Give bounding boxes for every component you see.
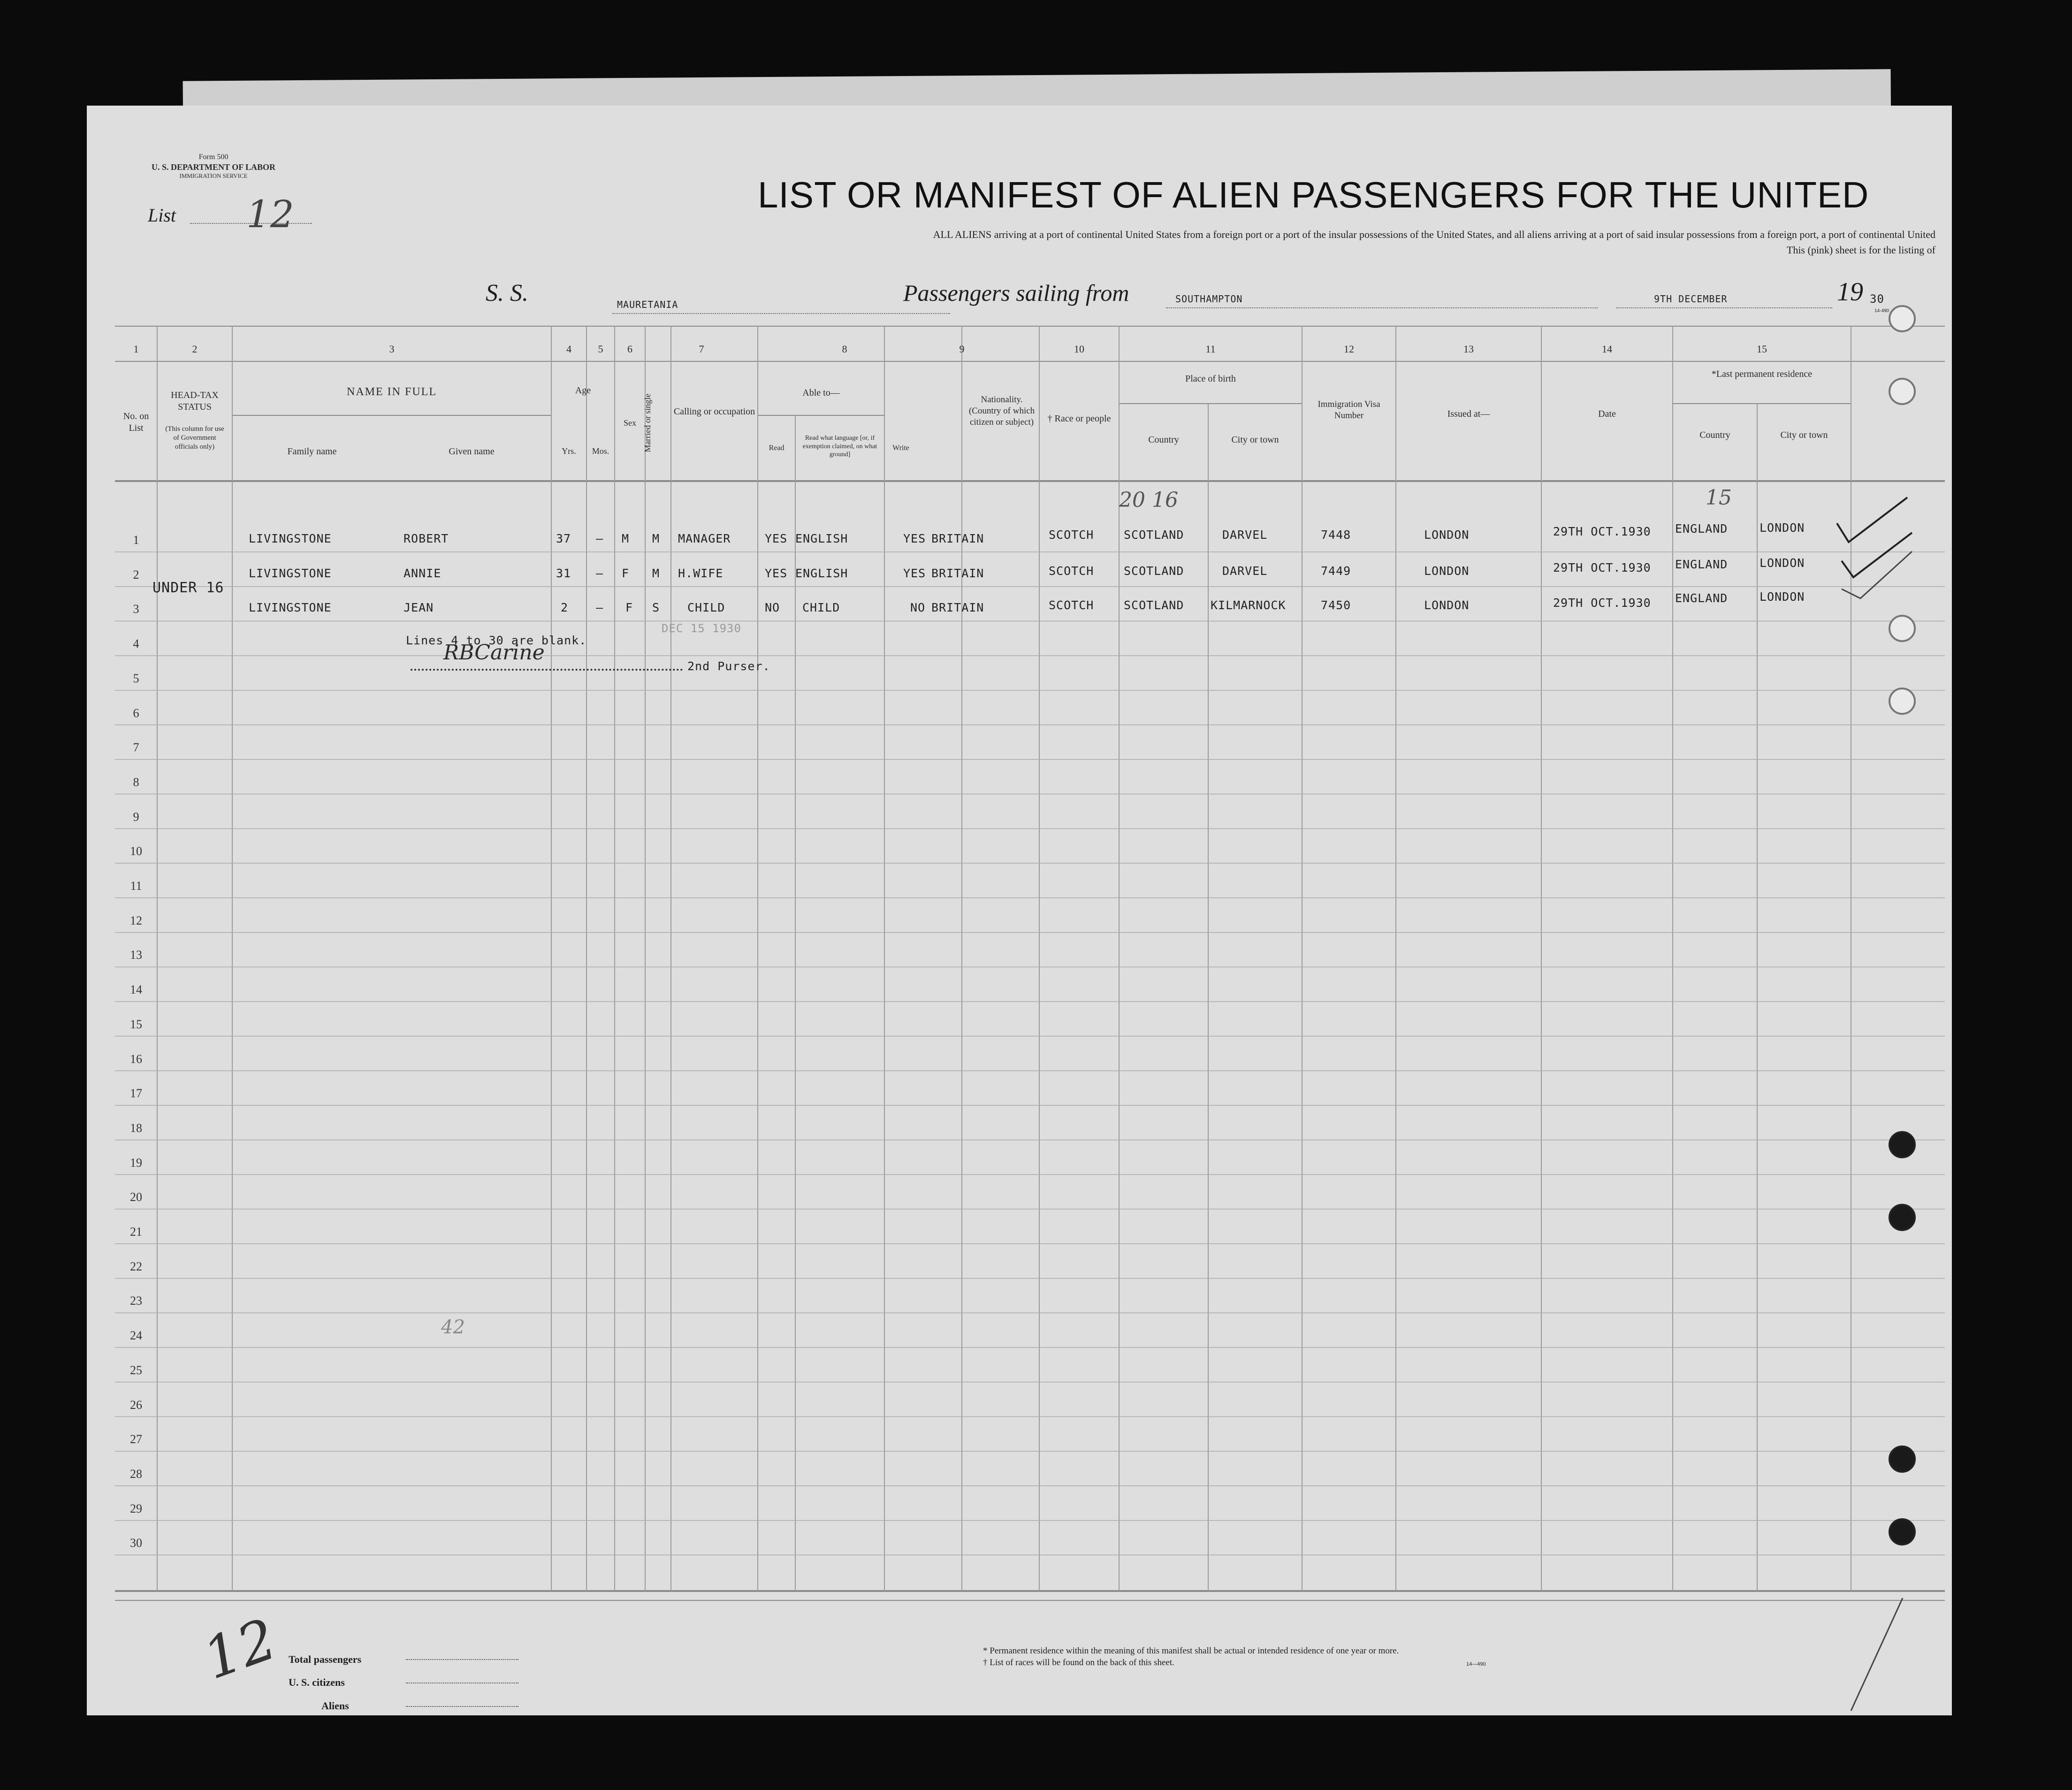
can-write: YES xyxy=(903,566,926,580)
list-number: 12 xyxy=(246,192,294,236)
us-citizens-label: U. S. citizens xyxy=(289,1676,345,1688)
department-name: U. S. DEPARTMENT OF LABOR xyxy=(151,162,276,172)
binder-hole xyxy=(1889,615,1916,642)
residence-country: ENGLAND xyxy=(1675,558,1728,571)
row-number: 11 xyxy=(130,879,142,893)
sailing-label: Passengers sailing from xyxy=(903,280,1129,306)
row-number: 13 xyxy=(130,948,142,962)
header-issued-at: Issued at— xyxy=(1447,409,1490,419)
binder-hole xyxy=(1889,305,1916,332)
header-birth-city: City or town xyxy=(1231,435,1279,445)
header-res-country: Country xyxy=(1699,430,1730,440)
column-number: 2 xyxy=(192,343,198,355)
binder-hole xyxy=(1889,378,1916,405)
marital-status: M xyxy=(652,532,660,545)
age-months: – xyxy=(596,532,604,545)
row-number: 23 xyxy=(130,1294,142,1308)
service-name: IMMIGRATION SERVICE xyxy=(179,172,248,179)
header-place-of-birth: Place of birth xyxy=(1185,374,1236,384)
column-number: 10 xyxy=(1074,343,1084,355)
visa-number: 7449 xyxy=(1321,564,1351,578)
column-number: 5 xyxy=(598,343,603,355)
visa-number: 7450 xyxy=(1321,598,1351,612)
age-years: 2 xyxy=(561,601,569,614)
birth-country: SCOTLAND xyxy=(1124,564,1184,578)
handwritten-note: 42 xyxy=(441,1316,465,1338)
blank-lines-note: Lines 4 to 30 are blank. xyxy=(406,634,587,647)
age-months: – xyxy=(596,566,604,580)
subtitle-line-2: This (pink) sheet is for the listing of xyxy=(1786,244,1935,256)
issued-at: LONDON xyxy=(1424,528,1470,542)
footnote-residence: * Permanent residence within the meaning of this manifest shall be actual or intended residence of one year or more. xyxy=(983,1646,1399,1656)
header-no-on-list: No. on List xyxy=(123,411,149,433)
arrival-stamp: DEC 15 1930 xyxy=(662,622,741,635)
header-mos: Mos. xyxy=(592,446,609,456)
row-number: 14 xyxy=(130,983,142,997)
read-language: ENGLISH xyxy=(795,532,848,545)
aliens-line xyxy=(406,1706,518,1707)
visa-number: 7448 xyxy=(1321,528,1351,542)
given-name: JEAN xyxy=(404,601,434,614)
header-married: Married or single xyxy=(642,393,652,452)
birth-city: DARVEL xyxy=(1222,528,1268,542)
sex: F xyxy=(622,566,630,580)
row-number: 19 xyxy=(130,1155,142,1170)
marital-status: S xyxy=(652,601,660,614)
row-number: 15 xyxy=(130,1017,142,1031)
can-read: YES xyxy=(765,532,788,545)
residence-city: LONDON xyxy=(1760,556,1805,570)
header-race: † Race or people xyxy=(1047,413,1111,424)
race: SCOTCH xyxy=(1049,528,1094,542)
race: SCOTCH xyxy=(1049,598,1094,612)
handwritten-note: 20 16 xyxy=(1119,488,1178,512)
birth-city: KILMARNOCK xyxy=(1211,598,1286,612)
residence-city: LONDON xyxy=(1760,590,1805,604)
residence-city: LONDON xyxy=(1760,521,1805,535)
residence-country: ENGLAND xyxy=(1675,522,1728,535)
header-write: Write xyxy=(892,444,909,452)
header-calling: Calling or occupation xyxy=(673,406,755,417)
issued-at: LONDON xyxy=(1424,598,1470,612)
visa-date: 29TH OCT.1930 xyxy=(1553,596,1651,610)
header-res-city: City or town xyxy=(1780,430,1828,440)
header-nationality: Nationality. (Country of which citizen or subject) xyxy=(968,395,1035,427)
header-age: Age xyxy=(575,385,591,396)
nationality: BRITAIN xyxy=(931,601,984,614)
header-head-tax-note: (This column for use of Government officials only) xyxy=(165,425,224,451)
family-name: LIVINGSTONE xyxy=(249,601,332,614)
column-number: 12 xyxy=(1344,343,1354,355)
binder-hole xyxy=(1889,1204,1916,1231)
race: SCOTCH xyxy=(1049,564,1094,578)
header-date: Date xyxy=(1598,409,1616,419)
family-name: LIVINGSTONE xyxy=(249,532,332,545)
row-number: 17 xyxy=(130,1086,142,1101)
can-read: YES xyxy=(765,566,788,580)
row-number: 8 xyxy=(133,775,139,789)
row-number: 3 xyxy=(133,602,139,616)
checkmark-icon xyxy=(1832,495,1917,608)
row-number: 25 xyxy=(130,1363,142,1377)
head-tax-status: UNDER 16 xyxy=(152,580,224,596)
marital-status: M xyxy=(652,566,660,580)
read-language: ENGLISH xyxy=(795,566,848,580)
column-number: 8 xyxy=(842,343,847,355)
family-name: LIVINGSTONE xyxy=(249,566,332,580)
sailing-date: 9TH DECEMBER xyxy=(1654,293,1728,305)
aliens-label: Aliens xyxy=(321,1700,349,1712)
column-number: 6 xyxy=(627,343,632,355)
pen-stroke-icon xyxy=(1846,1593,1917,1715)
subtitle-line-1: ALL ALIENS arriving at a port of continental United States from a foreign port or a port of the insular possessions of the United States, and all aliens arriving at a port of said insular possessions from a foreign port, a port of continental United xyxy=(933,229,1935,240)
birth-country: SCOTLAND xyxy=(1124,598,1184,612)
header-able-to: Able to— xyxy=(802,388,840,398)
ship-name: MAURETANIA xyxy=(617,299,678,310)
visa-date: 29TH OCT.1930 xyxy=(1553,561,1651,574)
birth-country: SCOTLAND xyxy=(1124,528,1184,542)
occupation: H.WIFE xyxy=(678,566,724,580)
row-number: 20 xyxy=(130,1190,142,1204)
can-read: NO xyxy=(765,601,780,614)
year-value: 30 xyxy=(1870,292,1884,306)
footer-code: 14—490 xyxy=(1466,1661,1486,1667)
total-passengers-label: Total passengers xyxy=(289,1653,362,1665)
row-number: 10 xyxy=(130,844,142,858)
row-number: 4 xyxy=(133,637,139,651)
row-number: 29 xyxy=(130,1501,142,1515)
sex: M xyxy=(622,532,630,545)
can-write: YES xyxy=(903,532,926,545)
row-number: 22 xyxy=(130,1259,142,1273)
residence-country: ENGLAND xyxy=(1675,591,1728,605)
column-number: 11 xyxy=(1205,343,1216,355)
year-prefix: 19 xyxy=(1837,277,1863,306)
issued-at: LONDON xyxy=(1424,564,1470,578)
binder-hole xyxy=(1889,688,1916,715)
row-number: 1 xyxy=(133,533,139,547)
header-read: Read xyxy=(769,444,785,452)
ss-label: S. S. xyxy=(486,280,528,306)
row-number: 9 xyxy=(133,810,139,824)
age-years: 37 xyxy=(556,532,571,545)
row-number: 30 xyxy=(130,1536,142,1550)
handwritten-list-number: 12 xyxy=(195,1606,285,1692)
purser-dotted-line xyxy=(411,669,683,671)
row-number: 2 xyxy=(133,567,139,581)
given-name: ROBERT xyxy=(404,532,449,545)
binder-hole xyxy=(1889,1518,1916,1545)
nationality: BRITAIN xyxy=(931,566,984,580)
handwritten-note: 15 xyxy=(1706,486,1732,510)
row-number: 6 xyxy=(133,706,139,720)
purser-signature: RBCarine xyxy=(443,641,545,665)
row-number: 18 xyxy=(130,1121,142,1135)
header-sex: Sex xyxy=(624,418,636,428)
read-language: CHILD xyxy=(802,601,840,614)
column-number: 14 xyxy=(1602,343,1612,355)
row-number: 26 xyxy=(130,1398,142,1412)
birth-city: DARVEL xyxy=(1222,564,1268,578)
sex: F xyxy=(625,601,633,614)
row-number: 7 xyxy=(133,741,139,755)
row-number: 24 xyxy=(130,1329,142,1343)
row-number: 21 xyxy=(130,1225,142,1239)
form-title: LIST OR MANIFEST OF ALIEN PASSENGERS FOR THE UNITED xyxy=(758,174,1869,215)
binder-hole xyxy=(1889,1131,1916,1158)
visa-date: 29TH OCT.1930 xyxy=(1553,525,1651,538)
row-number: 27 xyxy=(130,1432,142,1446)
header-last-residence: *Last permanent residence xyxy=(1711,369,1813,379)
column-number: 15 xyxy=(1757,343,1767,355)
column-number: 13 xyxy=(1463,343,1474,355)
row-number: 12 xyxy=(130,913,142,927)
column-number: 3 xyxy=(389,343,395,355)
header-head-tax: HEAD-TAX STATUS xyxy=(171,390,219,412)
header-name-in-full: NAME IN FULL xyxy=(347,386,437,398)
age-years: 31 xyxy=(556,566,571,580)
total-passengers-line xyxy=(406,1659,518,1660)
port-name: SOUTHAMPTON xyxy=(1175,293,1243,305)
nationality: BRITAIN xyxy=(931,532,984,545)
list-label: List xyxy=(148,205,176,226)
row-number: 16 xyxy=(130,1052,142,1066)
column-number: 1 xyxy=(133,343,139,355)
column-number: 4 xyxy=(566,343,571,355)
header-birth-country: Country xyxy=(1148,435,1179,445)
occupation: CHILD xyxy=(687,601,725,614)
row-number: 5 xyxy=(133,671,139,685)
header-visa: Immigration Visa Number xyxy=(1318,399,1380,421)
header-family-name: Family name xyxy=(287,446,337,457)
header-read-language: Read what language [or, if exemption claimed, on what ground] xyxy=(802,435,877,458)
binder-hole xyxy=(1889,1446,1916,1473)
row-number: 28 xyxy=(130,1467,142,1481)
column-number: 9 xyxy=(959,343,965,355)
form-code: 14-490 xyxy=(1874,308,1889,314)
column-number: 7 xyxy=(699,343,704,355)
form-number: Form 500 xyxy=(198,153,229,161)
header-yrs: Yrs. xyxy=(562,446,576,456)
occupation: MANAGER xyxy=(678,532,731,545)
purser-title: 2nd Purser. xyxy=(687,659,770,673)
manifest-sheet xyxy=(87,106,1952,1715)
can-write: NO xyxy=(910,601,926,614)
header-given-name: Given name xyxy=(449,446,495,457)
footnote-races: † List of races will be found on the back of this sheet. xyxy=(983,1658,1174,1668)
given-name: ANNIE xyxy=(404,566,442,580)
age-months: – xyxy=(596,601,604,614)
